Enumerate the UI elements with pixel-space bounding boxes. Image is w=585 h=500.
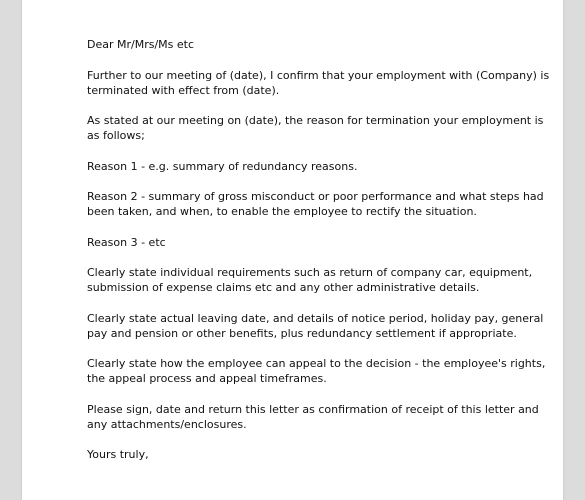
paragraph-line: submission of expense claims etc and any other administrative details. <box>87 281 480 294</box>
paragraph-reason-1 <box>87 159 547 174</box>
paragraph-line: Clearly state actual leaving date, and details of notice period, holiday pay, general <box>87 311 544 325</box>
paragraph-line: pay and pension or other benefits, plus redundancy settlement if appropriate. <box>87 326 517 340</box>
paragraph-reason-3 <box>87 235 547 250</box>
paragraph-line: any attachments/enclosures. <box>87 417 247 431</box>
paragraph-reason-2 <box>87 189 547 219</box>
paragraph-appeal <box>87 356 547 386</box>
paragraph-individual-requirements <box>87 265 547 295</box>
paragraph-line: the appeal process and appeal timeframes. <box>87 372 327 385</box>
paragraph-line: terminated with effect from (date). <box>87 83 280 97</box>
paragraph-line: as follows; <box>87 129 145 142</box>
closing-text: Yours truly, <box>87 448 149 461</box>
paragraph-employment-terminated <box>87 68 550 98</box>
paragraph-line: Further to our meeting of (date), I confirm that your employment with (Company) is <box>87 68 550 82</box>
paragraph-sign-return <box>87 402 547 432</box>
salutation <box>87 37 547 52</box>
paragraph-line: Reason 1 - e.g. summary of redundancy reasons. <box>87 159 358 173</box>
closing <box>87 447 547 462</box>
paragraph-line: been taken, and when, to enable the employee to rectify the situation. <box>87 205 477 218</box>
paragraph-line: Clearly state individual requirements such as return of company car, equipment, <box>87 266 533 279</box>
paragraph-line: Reason 3 - etc <box>87 235 166 249</box>
document-page <box>22 0 563 500</box>
paragraph-termination-reason <box>87 113 547 143</box>
paragraph-line: Please sign, date and return this letter as confirmation of receipt of this letter and <box>87 402 539 416</box>
paragraph-line: Reason 2 - summary of gross misconduct or poor performance and what steps had <box>87 190 544 203</box>
paragraph-leaving-date <box>87 311 547 341</box>
paragraph-line: As stated at our meeting on (date), the reason for termination your employment is <box>87 114 544 127</box>
paragraph-line: Clearly state how the employee can appeal to the decision - the employee's rights, <box>87 357 546 370</box>
salutation-text: Dear Mr/Mrs/Ms etc <box>87 38 195 51</box>
letter-body <box>87 37 550 478</box>
